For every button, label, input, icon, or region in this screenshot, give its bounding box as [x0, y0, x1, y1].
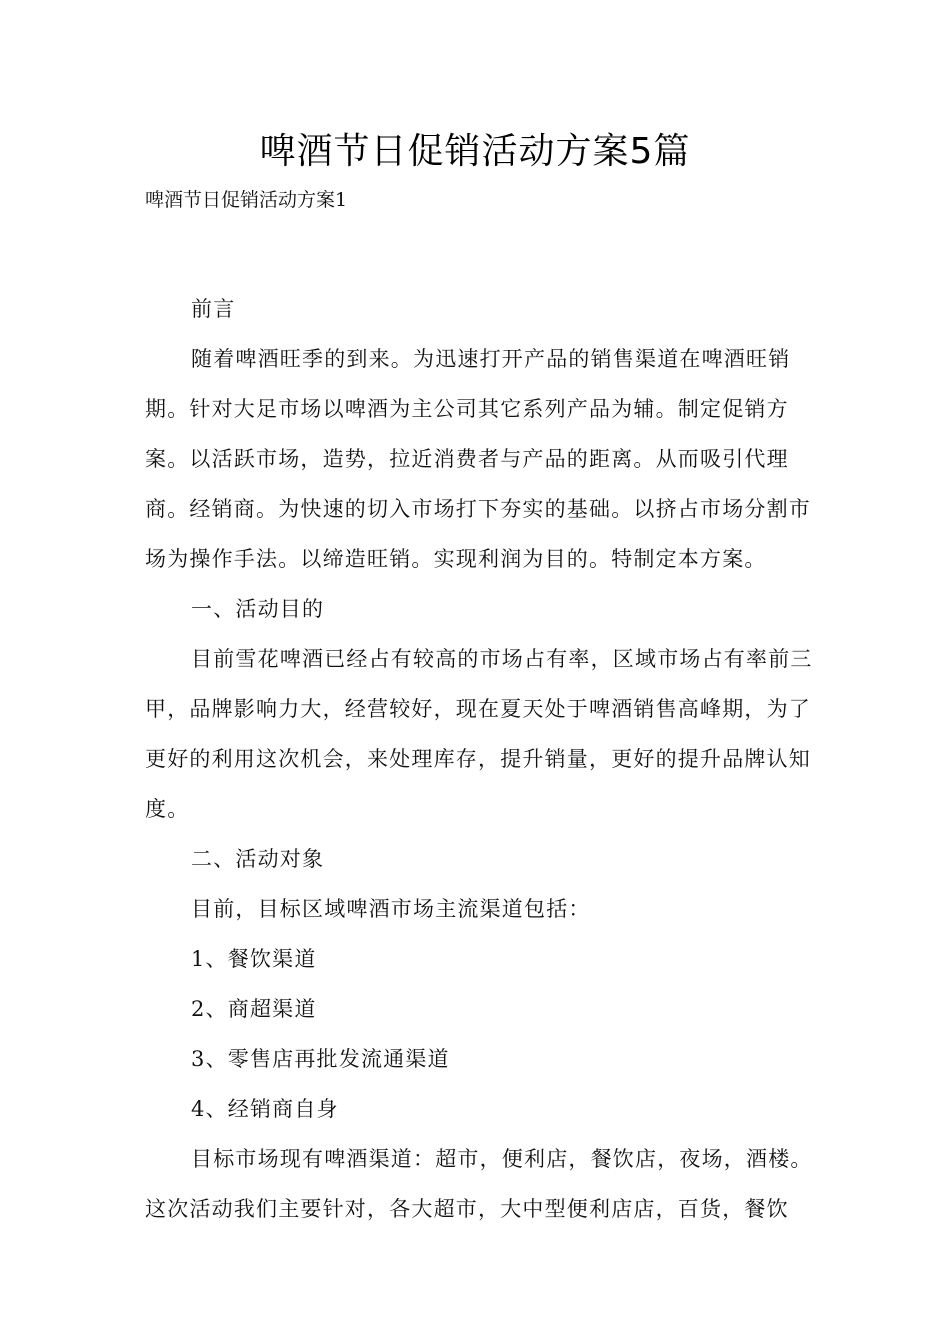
document-title: 啤酒节日促销活动方案5篇 — [259, 131, 691, 172]
paragraph-purpose: 目前雪花啤酒已经占有较高的市场占有率，区域市场占有率前三甲，品牌影响力大，经营较好，现在夏天处于啤酒销售高峰期，为了更好的利用这次机会，来处理库存，提升销量，更好的提升品牌认知度。 — [145, 647, 813, 821]
paragraph-channels-intro: 目前，目标区域啤酒市场主流渠道包括： — [191, 897, 591, 921]
list-item: 1、餐饮渠道 — [191, 947, 317, 971]
list-item: 2、商超渠道 — [191, 997, 317, 1021]
paragraph-preface: 随着啤酒旺季的到来。为迅速打开产品的销售渠道在啤酒旺销期。针对大足市场以啤酒为主公司其它系列产品为辅。制定促销方案。以活跃市场，造势，拉近消费者与产品的距离。从而吸引代理商。经销商。为快速的切入市场打下夯实的基础。以挤占市场分割市场为操作手法。以缔造旺销。实现利润为目的。特制定本方案。 — [145, 347, 811, 571]
section-heading-audience: 二、活动对象 — [191, 847, 325, 871]
list-item: 4、经销商自身 — [191, 1097, 339, 1121]
document-body — [145, 284, 825, 1234]
section-heading-preface: 前言 — [191, 297, 236, 321]
document-subtitle: 啤酒节日促销活动方案1 — [145, 189, 348, 211]
section-heading-purpose: 一、活动目的 — [191, 597, 325, 621]
list-item: 3、零售店再批发流通渠道 — [191, 1047, 450, 1071]
paragraph-target-channels: 目标市场现有啤酒渠道：超市，便利店，餐饮店，夜场，酒楼。这次活动我们主要针对，各大超市，大中型便利店店，百货，餐饮 — [145, 1147, 813, 1221]
